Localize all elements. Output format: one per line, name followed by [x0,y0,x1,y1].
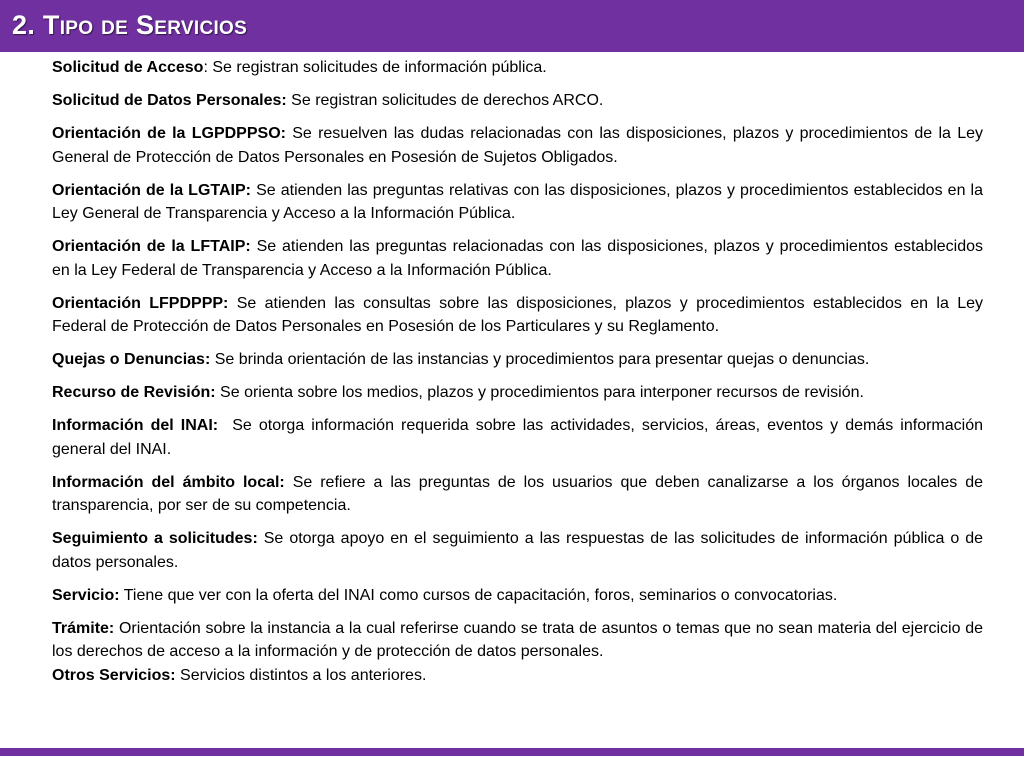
list-item [52,348,983,372]
list-item [52,527,983,574]
item-term: Trámite: [52,619,115,637]
list-item [52,414,988,461]
item-description: Se otorga apoyo en el seguimiento a las respuestas de las solicitudes de información pública o de datos personales. [52,530,984,571]
item-term: Servicio: [52,586,120,604]
list-item [52,89,983,113]
item-description: Se atienden las consultas sobre las disposiciones, plazos y procedimientos establecidos en la Ley Federal de Protección de Datos Personales en Posesión de los Particulares y su Reglamento. [52,294,983,335]
item-term: Quejas o Denuncias: [52,351,211,368]
list-item [52,179,983,226]
item-term: Recurso de Revisión: [52,384,216,401]
item-term: Orientación de la LFTAIP: [52,238,251,255]
item-description: Se orienta sobre los medios, plazos y procedimientos para interponer recursos de revisión. [215,384,864,401]
item-description: Se brinda orientación de las instancias y procedimientos para presentar quejas o denuncias. [210,351,870,368]
item-term: Orientación de la LGPDPPSO: [52,125,286,142]
list-item [52,122,983,169]
item-description: Se otorga información requerida sobre las actividades, servicios, áreas, eventos y demás información general del INAI. [52,417,988,458]
item-description: Se registran solicitudes de derechos ARCO. [286,92,604,109]
item-description: Tiene que ver con la oferta del INAI como cursos de capacitación, foros, seminarios o convocatorias. [119,586,838,604]
list-item [52,292,983,339]
item-term: Solicitud de Datos Personales: [52,92,287,109]
slide-title: 2. Tipo de Servicios [12,10,248,40]
item-term: Información del ámbito local: [52,473,285,491]
item-term: Otros Servicios: [52,666,176,684]
item-description: Servicios distintos a los anteriores. [175,666,427,684]
item-description: Se refiere a las preguntas de los usuarios que deben canalizarse a los órganos locales de transparencia, por ser de su competencia. [52,473,983,514]
item-term: Información del INAI: [52,417,219,434]
list-item [52,235,983,282]
item-description: Se resuelven las dudas relacionadas con las disposiciones, plazos y procedimientos de la Ley General de Protección de Datos Personales en Posesión de Sujetos Obligados. [52,125,983,166]
item-description: Orientación sobre la instancia a la cual referirse cuando se trata de asuntos o temas que no sean materia del ejercicio de los derechos de acceso a la información y de protección de datos personales. [52,619,983,660]
footer-bar [0,748,1024,756]
item-description: Se atienden las preguntas relacionadas con las disposiciones, plazos y procedimientos establecidos en la Ley Federal de Transparencia y Acceso a la Información Pública. [52,238,984,279]
item-term: Seguimiento a solicitudes: [52,530,258,547]
service-list [52,56,988,697]
title-bar [0,0,1024,52]
list-item [52,56,983,80]
item-term: Solicitud de Acceso [52,59,204,76]
list-item [52,617,983,664]
list-item [52,664,983,688]
item-description: Se atienden las preguntas relativas con las disposiciones, plazos y procedimientos establecidos en la Ley General de Transparencia y Acceso a la Información Pública. [52,181,984,222]
item-term: Orientación de la LGTAIP: [52,181,251,199]
list-item [52,471,983,518]
list-item [52,381,983,405]
list-item [52,584,983,608]
item-term: Orientación LFPDPPP: [52,294,229,312]
item-description: : Se registran solicitudes de información pública. [203,59,547,76]
